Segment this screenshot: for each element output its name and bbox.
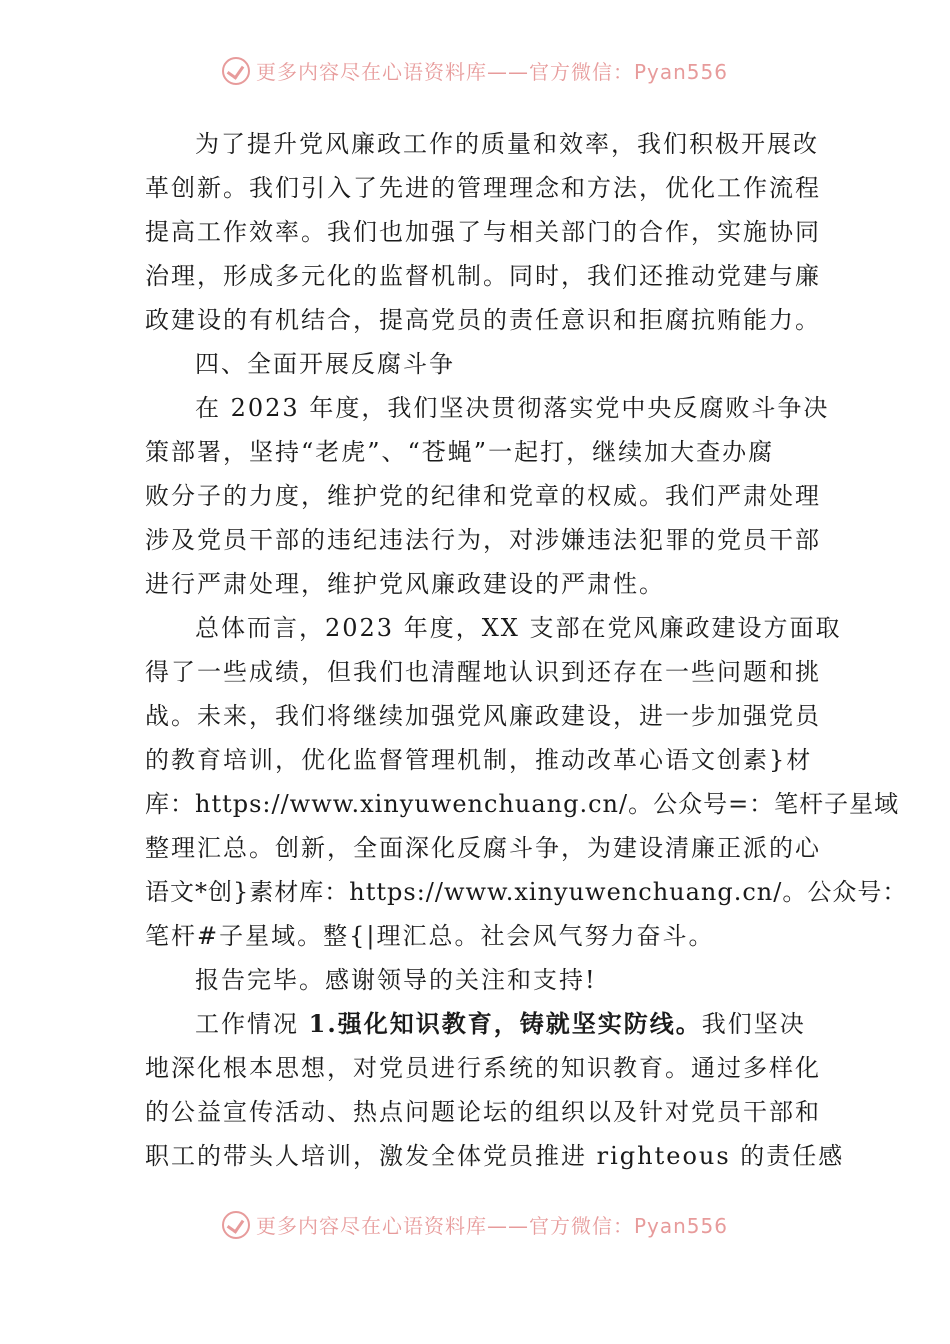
watermark-header: [0, 56, 950, 85]
watermark-text: 更多内容尽在心语资料库——官方微信：Pyan556: [255, 60, 728, 84]
paragraph-bold-heading: 1.强化知识教育，铸就坚实防线。: [308, 1009, 702, 1038]
paragraph-line: 涉及党员干部的违纪违法行为，对涉嫌违法犯罪的党员干部: [145, 526, 821, 554]
section-heading: 四、全面开展反腐斗争: [195, 350, 455, 378]
paragraph-line: 的教育培训，优化监督管理机制，推动改革心语文创素}材: [145, 746, 813, 774]
document-body: [145, 122, 908, 1178]
paragraph-line: 为了提升党风廉政工作的质量和效率，我们积极开展改: [195, 130, 819, 158]
watermark-logo-icon: [222, 57, 250, 85]
closing-line: 报告完毕。感谢领导的关注和支持!: [195, 966, 597, 994]
paragraph-line: [145, 1002, 810, 1046]
paragraph-prefix: 工作情况: [195, 1010, 309, 1038]
paragraph-line: 总体而言，2023 年度，XX 支部在党风廉政建设方面取: [195, 614, 842, 642]
paragraph-line: 败分子的力度，维护党的纪律和党章的权威。我们严肃处理: [145, 482, 821, 510]
watermark-logo-icon: [222, 1211, 250, 1239]
paragraph-line: 库：https://www.xinyuwenchuang.cn/。公众号=：笔杆子星域: [145, 790, 900, 818]
paragraph-suffix: 我们坚决: [701, 1010, 806, 1038]
paragraph-line: 地深化根本思想，对党员进行系统的知识教育。通过多样化: [145, 1054, 821, 1082]
paragraph-line: 革创新。我们引入了先进的管理理念和方法，优化工作流程: [145, 174, 821, 202]
paragraph-line: 的公益宣传活动、热点问题论坛的组织以及针对党员干部和: [145, 1098, 821, 1126]
paragraph-line: 政建设的有机结合，提高党员的责任意识和拒腐抗贿能力。: [145, 306, 821, 334]
watermark-footer: [0, 1210, 950, 1239]
paragraph-line: 整理汇总。创新，全面深化反腐斗争，为建设清廉正派的心: [145, 834, 821, 862]
paragraph-line: 战。未来，我们将继续加强党风廉政建设，进一步加强党员: [145, 702, 821, 730]
watermark-text: 更多内容尽在心语资料库——官方微信：Pyan556: [255, 1214, 728, 1238]
paragraph-line: 语文*创}素材库：https://www.xinyuwenchuang.cn/。公众号：: [145, 878, 908, 906]
paragraph-line: 进行严肃处理，维护党风廉政建设的严肃性。: [145, 570, 665, 598]
paragraph-line: 在 2023 年度，我们坚决贯彻落实党中央反腐败斗争决: [195, 394, 830, 422]
paragraph-line: 策部署，坚持“老虎”、“苍蝇”一起打，继续加大查办腐: [145, 438, 775, 466]
paragraph-line: 治理，形成多元化的监督机制。同时，我们还推动党建与廉: [145, 262, 821, 290]
paragraph-line: 笔杆#子星域。整{|理汇总。社会风气努力奋斗。: [145, 922, 715, 950]
paragraph-line: 提高工作效率。我们也加强了与相关部门的合作，实施协同: [145, 218, 821, 246]
paragraph-line: 得了一些成绩，但我们也清醒地认识到还存在一些问题和挑: [145, 658, 821, 686]
paragraph-line: 职工的带头人培训，激发全体党员推进 righteous 的责任感: [145, 1142, 845, 1170]
